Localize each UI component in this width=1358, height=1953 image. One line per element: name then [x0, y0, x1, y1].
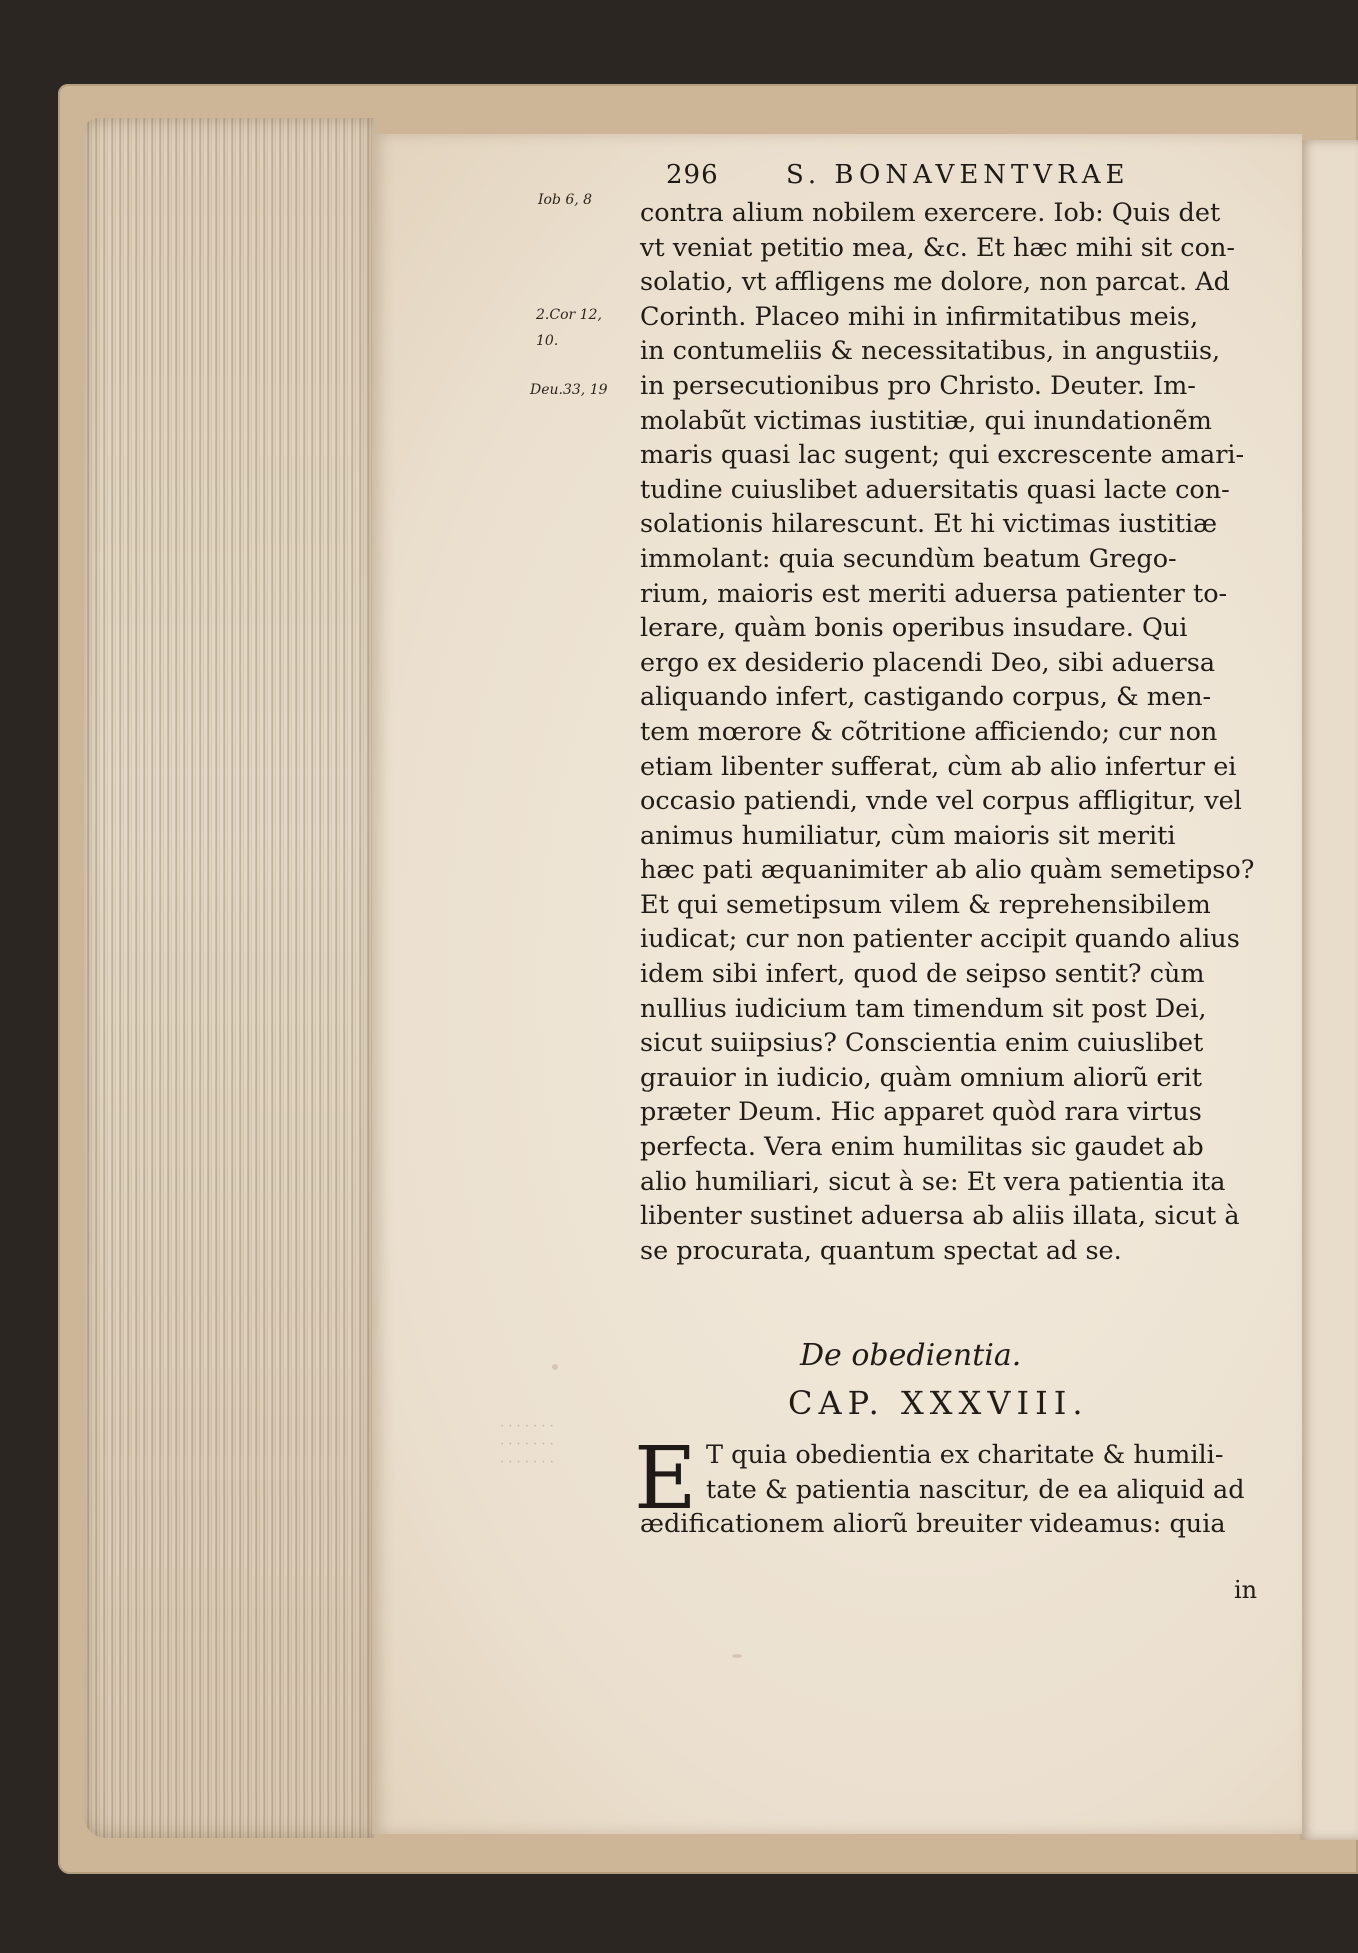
text-line: molabũt victimas iustitiæ, qui inundationẽm: [640, 405, 1212, 436]
body-text: [640, 196, 1280, 1268]
text-line: maris quasi lac sugent; qui excrescente amari-: [640, 440, 1245, 471]
text-line: vt veniat petitio mea, &c. Et hæc mihi sit con-: [640, 232, 1235, 263]
stain-spot: [732, 1654, 742, 1658]
text-line: in contumeliis & necessitatibus, in angustiis,: [640, 336, 1221, 367]
text-line: solationis hilarescunt. Et hi victimas iustitiæ: [640, 509, 1218, 540]
text-line: tem mœrore & cõtritione afficiendo; cur non: [640, 716, 1218, 747]
text-line: libenter sustinet aduersa ab aliis illata, sicut à: [640, 1201, 1240, 1232]
text-line: grauior in iudicio, quàm omnium aliorũ erit: [640, 1062, 1203, 1093]
text-line: ergo ex desiderio placendi Deo, sibi aduersa: [640, 647, 1216, 678]
text-line: sicut suiipsius? Conscientia enim cuiuslibet: [640, 1028, 1204, 1059]
margin-note-corinthians: 2.Cor 12, 10.: [536, 307, 602, 349]
chapter-label: CAP. XXXVIII.: [788, 1384, 1089, 1422]
text-line: Et qui semetipsum vilem & reprehensibilem: [640, 889, 1211, 920]
margin-note-job: Iob 6, 8: [538, 192, 593, 208]
text-line: tate & patientia nascitur, de ea aliquid ad: [706, 1474, 1245, 1505]
text-line: tudine cuiuslibet aduersitatis quasi lacte con-: [640, 474, 1230, 505]
catchword: in: [1234, 1576, 1258, 1604]
text-line: nullius iudicium tam timendum sit post Dei,: [640, 993, 1207, 1024]
running-header: [666, 160, 1316, 196]
running-title: S. BONAVENTVRAE: [786, 160, 1130, 190]
chapter-text: [640, 1438, 1280, 1542]
text-line: ædificationem aliorũ breuiter videamus: quia: [640, 1509, 1226, 1540]
text-line: in persecutionibus pro Christo. Deuter. Im-: [640, 370, 1196, 401]
text-line: aliquando infert, castigando corpus, & men-: [640, 682, 1212, 713]
text-line: hæc pati æquanimiter ab alio quàm semetipso?: [640, 855, 1255, 886]
text-line: T quia obedientia ex charitate & humili-: [706, 1440, 1224, 1470]
section-heading: De obedientia.: [800, 1338, 1022, 1373]
text-line: perfecta. Vera enim humilitas sic gaudet ab: [640, 1132, 1204, 1163]
text-line: occasio patiendi, vnde vel corpus affligitur, vel: [640, 786, 1242, 817]
show-through-text: · · · · · · · · · · · · · · · · · · · · ·: [500, 1419, 554, 1470]
text-line: iudicat; cur non patienter accipit quando alius: [640, 924, 1240, 955]
facing-page-edge: [1300, 140, 1358, 1840]
text-line: alio humiliari, sicut à se: Et vera patientia ita: [640, 1166, 1226, 1197]
text-line: idem sibi infert, quod de seipso sentit? cùm: [640, 959, 1205, 990]
drop-cap: E: [634, 1429, 697, 1529]
page-number: 296: [666, 160, 719, 190]
text-line: Corinth. Placeo mihi in infirmitatibus meis,: [640, 301, 1199, 332]
margin-note-deuteronomy: Deu.33, 19: [530, 382, 608, 398]
text-line: lerare, quàm bonis operibus insudare. Qui: [640, 613, 1188, 644]
text-line: præter Deum. Hic apparet quòd rara virtus: [640, 1097, 1202, 1128]
text-line: animus humiliatur, cùm maioris sit meriti: [640, 820, 1176, 851]
text-line: solatio, vt affligens me dolore, non parcat. Ad: [640, 267, 1230, 298]
text-line: se procurata, quantum spectat ad se.: [640, 1235, 1122, 1266]
page-edges: [84, 118, 374, 1838]
text-line: rium, maioris est meriti aduersa patienter to-: [640, 578, 1228, 609]
text-line: contra alium nobilem exercere. Iob: Quis det: [640, 198, 1221, 228]
text-line: immolant: quia secundùm beatum Grego-: [640, 543, 1177, 574]
text-line: etiam libenter sufferat, cùm ab alio infertur ei: [640, 751, 1237, 782]
stain-spot: [552, 1364, 558, 1370]
